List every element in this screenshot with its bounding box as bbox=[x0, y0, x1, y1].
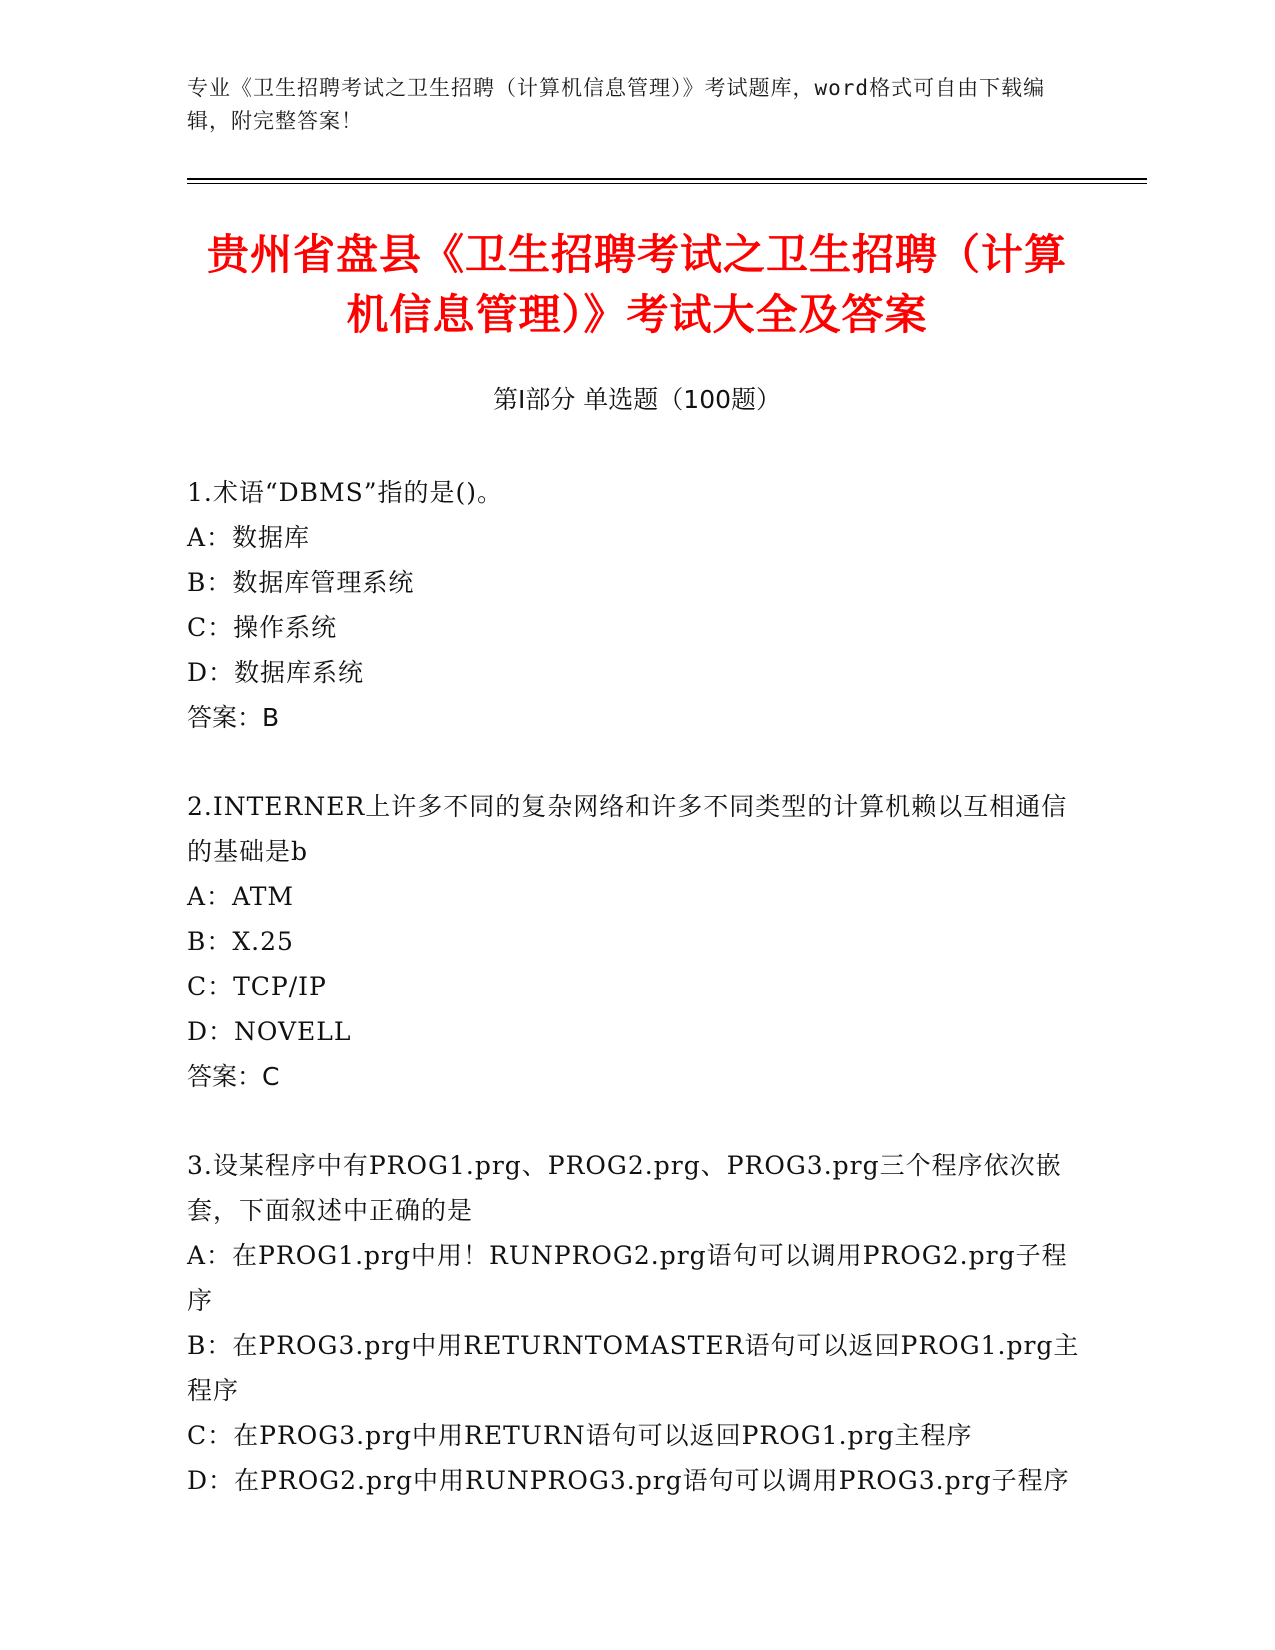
answer: 答案：C bbox=[187, 1062, 280, 1091]
option-b: B：数据库管理系统 bbox=[187, 568, 415, 597]
header-note: 专业《卫生招聘考试之卫生招聘（计算机信息管理）》考试题库，word格式可自由下载编辑，附完整答案！ bbox=[187, 76, 1046, 133]
section-title: 第Ⅰ部分 单选题（100题） bbox=[492, 385, 782, 414]
option-b: B：在PROG3.prg中用RETURNTOMASTER语句可以返回PROG1.prg主程序 bbox=[187, 1331, 1080, 1405]
option-a: A：数据库 bbox=[187, 523, 311, 552]
option-b: B：X.25 bbox=[187, 927, 294, 956]
option-c: C：操作系统 bbox=[187, 613, 338, 642]
question-1 bbox=[187, 470, 1087, 740]
question-3 bbox=[187, 1143, 1087, 1503]
question-stem: 1.术语“DBMS”指的是()。 bbox=[187, 478, 504, 507]
option-d: D：在PROG2.prg中用RUNPROG3.prg语句可以调用PROG3.prg子程序 bbox=[187, 1466, 1070, 1495]
option-c: C：在PROG3.prg中用RETURN语句可以返回PROG1.prg主程序 bbox=[187, 1421, 973, 1450]
question-2 bbox=[187, 784, 1087, 1099]
option-c: C：TCP/IP bbox=[187, 972, 327, 1001]
option-a: A：ATM bbox=[187, 882, 295, 911]
document-title: 贵州省盘县《卫生招聘考试之卫生招聘（计算机信息管理）》考试大全及答案 bbox=[206, 230, 1067, 339]
answer: 答案：B bbox=[187, 703, 280, 732]
option-d: D：NOVELL bbox=[187, 1017, 352, 1046]
header-rule-thick bbox=[187, 178, 1147, 180]
question-stem: 3.设某程序中有PROG1.prg、PROG2.prg、PROG3.prg三个程序依次嵌套，下面叙述中正确的是 bbox=[187, 1151, 1062, 1225]
header-rule-thin bbox=[187, 183, 1147, 184]
option-d: D：数据库系统 bbox=[187, 658, 365, 687]
question-list bbox=[187, 470, 1087, 1547]
question-stem: 2.INTERNER上许多不同的复杂网络和许多不同类型的计算机赖以互相通信的基础是b bbox=[187, 792, 1068, 866]
option-a: A：在PROG1.prg中用！RUNPROG2.prg语句可以调用PROG2.prg子程序 bbox=[187, 1241, 1068, 1315]
